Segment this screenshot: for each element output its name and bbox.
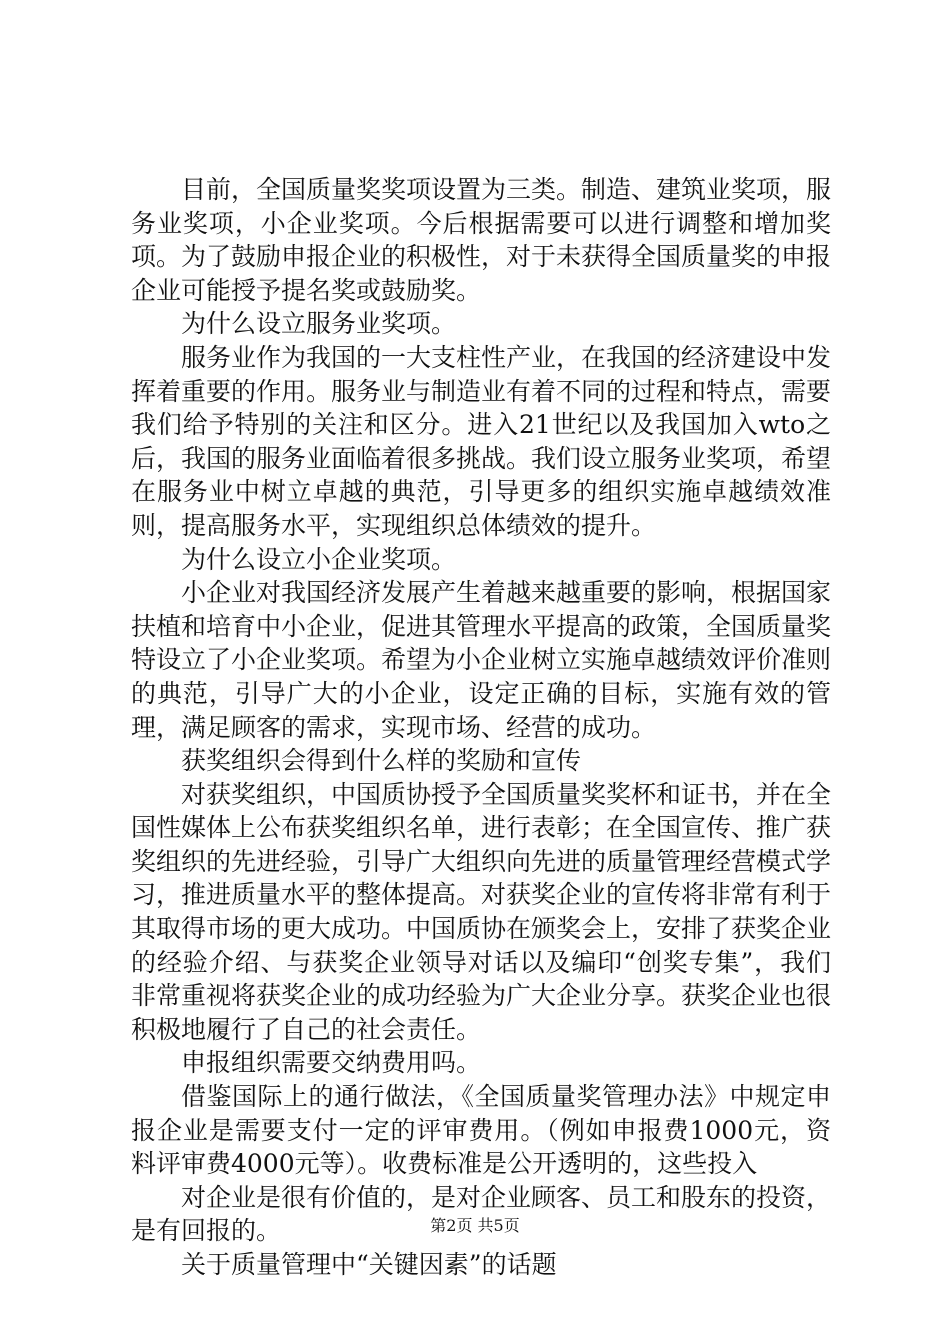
paragraph-fees: 借鉴国际上的通行做法，《全国质量奖管理办法》中规定申报企业是需要支付一定的评审费用。（例如申报费1000元，资料评审费4000元等）。收费标准是公开透明的，这些投入 <box>131 1082 831 1179</box>
paragraph-investment-value: 对企业是很有价值的，是对企业顾客、员工和股东的投资，是有回报的。 <box>131 1182 832 1246</box>
heading-rewards-and-publicity: 获奖组织会得到什么样的奖励和宣传 <box>181 746 582 776</box>
document-body <box>131 173 831 1282</box>
heading-why-small-business-award: 为什么设立小企业奖项。 <box>181 544 457 574</box>
heading-key-factors: 关于质量管理中“关键因素”的话题 <box>181 1250 557 1279</box>
page-footer: 第2页 共5页 <box>430 1216 520 1235</box>
paragraph-award-categories: 目前，全国质量奖奖项设置为三类。制造、建筑业奖项，服务业奖项，小企业奖项。今后根据需要可以进行调整和增加奖项。为了鼓励申报企业的积极性，对于未获得全国质量奖的申报企业可能授予提名奖或鼓励奖。 <box>131 175 832 305</box>
heading-why-service-award: 为什么设立服务业奖项。 <box>181 309 457 339</box>
paragraph-small-business-award: 小企业对我国经济发展产生着越来越重要的影响，根据国家扶植和培育中小企业，促进其管理水平提高的政策，全国质量奖特设立了小企业奖项。希望为小企业树立实施卓越绩效评价准则的典范，引导广大的小企业，设定正确的目标，实施有效的管理，满足顾客的需求，实现市场、经营的成功。 <box>131 578 832 742</box>
heading-fees-question: 申报组织需要交纳费用吗。 <box>181 1048 482 1078</box>
paragraph-rewards-and-publicity: 对获奖组织，中国质协授予全国质量奖奖杯和证书，并在全国性媒体上公布获奖组织名单，进行表彰；在全国宣传、推广获奖组织的先进经验，引导广大组织向先进的质量管理经营模式学习，推进质量水平的整体提高。对获奖企业的宣传将非常有利于其取得市场的更大成功。中国质协在颁奖会上，安排了获奖企业的经验介绍、与获奖企业领导对话以及编印“创奖专集”，我们非常重视将获奖企业的成功经验为广大企业分享。获奖企业也很积极地履行了自己的社会责任。 <box>131 779 832 1044</box>
paragraph-service-award: 服务业作为我国的一大支柱性产业，在我国的经济建设中发挥着重要的作用。服务业与制造业有着不同的过程和特点，需要我们给予特别的关注和区分。进入21世纪以及我国加入wto之后，我国的服务业面临着很多挑战。我们设立服务业奖项，希望在服务业中树立卓越的典范，引导更多的组织实施卓越绩效准则，提高服务水平，实现组织总体绩效的提升。 <box>131 342 832 540</box>
